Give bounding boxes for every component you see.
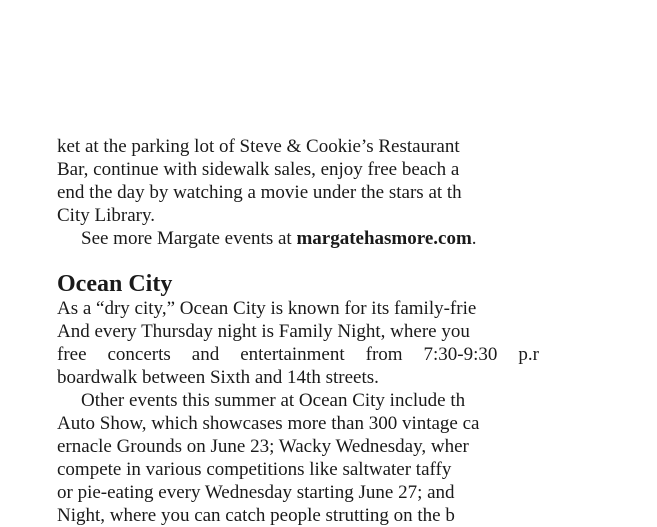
- body-text-line: boardwalk between Sixth and 14th streets.: [57, 367, 379, 388]
- body-text-line: City Library.: [57, 205, 155, 226]
- margate-website-link[interactable]: margatehasmore.com: [296, 228, 472, 249]
- body-text-line: Bar, continue with sidewalk sales, enjoy free beach a: [57, 159, 460, 180]
- body-text-line: Night, where you can catch people strutting on the b: [57, 505, 455, 526]
- body-text-line: As a “dry city,” Ocean City is known for its family-frie: [57, 298, 477, 319]
- body-text-line: And every Thursday night is Family Night, where you: [57, 321, 470, 342]
- word: 7:30-9:30: [423, 344, 498, 365]
- word: concerts: [107, 344, 171, 365]
- see-more-line: [57, 227, 657, 250]
- body-text-line: ernacle Grounds on June 23; Wacky Wednesday, wher: [57, 436, 469, 457]
- word: free: [57, 344, 87, 365]
- section-heading-ocean-city: Ocean City: [57, 271, 173, 297]
- see-more-period: .: [471, 228, 477, 249]
- word: and: [191, 344, 220, 365]
- body-text-line: end the day by watching a movie under the stars at th: [57, 182, 462, 203]
- body-text-line: compete in various competitions like saltwater taffy: [57, 459, 452, 480]
- body-text-line: ket at the parking lot of Steve & Cookie’s Restaurant: [57, 136, 460, 157]
- see-more-text: See more Margate events at: [81, 228, 297, 249]
- body-text-line: Auto Show, which showcases more than 300 vintage ca: [57, 413, 480, 434]
- word: p.r: [518, 344, 539, 365]
- body-text-line: or pie-eating every Wednesday starting June 27; and: [57, 482, 455, 503]
- body-text-line: Other events this summer at Ocean City include th: [81, 390, 466, 411]
- word: entertainment: [240, 344, 345, 365]
- justified-text-line: [57, 343, 539, 366]
- word: from: [365, 344, 403, 365]
- article-column: [57, 135, 657, 527]
